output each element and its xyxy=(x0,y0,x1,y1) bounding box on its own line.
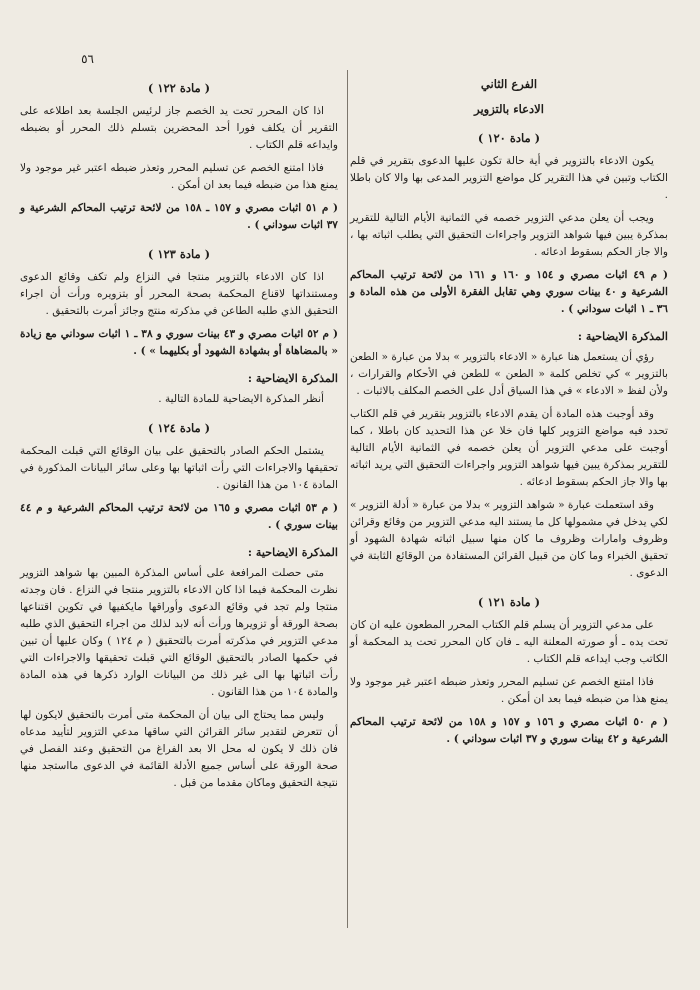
article-123-title: ( مادة ١٢٣ ) xyxy=(147,247,211,261)
note-124-paragraph-1: متى حصلت المرافعة على أساس المذكرة المبين بها شواهد التزوير نظرت المحكمة فيما اذا كان الادعاء بالتزوير منتجا في النزاع . فان وجدته منتجا ولم تجد في وقائع الدعوى وأوراقها مايكفيها في تكوين اقتناعها بصحة الورقة أو تزويرها ورأت أنه لابد لذلك من اجراء التحقيق الذي طلبه مدعي التزوير في مذكرته أمرت بالتحقيق ( م ١٢٤ ) وكان عليها أن تبين في حكمها الصادر بالتحقيق الوقائع التي قبلت تحقيقها والاجراءات التي رأت اثباتها بها الى غير ذلك من البيانات الوارد ذكرها في هذه المادة والمادة ١٠٤ من هذا القانون . xyxy=(20,567,339,698)
article-121-paragraph-2: فاذا امتنع الخصم عن تسليم المحرر وتعذر ضبطه اعتبر غير موجود ولا يمنع هذا من ضبطه فيما بعد ان أمكن . xyxy=(350,676,668,705)
article-122-paragraph-1: اذا كان المحرر تحت يد الخصم جاز لرئيس الجلسة بعد اطلاعه على التقرير أن يكلف فورا أحد المحضرين بتسلم ذلك المحرر أو بضبطه وايداعه قلم الكتاب . xyxy=(20,105,338,151)
explanatory-note-paragraph-3: وقد استعملت عبارة « شواهد التزوير » بدلا من عبارة « أدلة التزوير » لكي يدخل في مشمولها كل ما يستند اليه مدعي التزوير من وقائع وقرائن وظروف وامارات وظروف ما كان منها سبيل اثباته شهادة الشهود أو تحقيق الخبراء وما كان من قبيل القرائن المستفادة من الوقائع الثابتة في الدعوى . xyxy=(350,499,668,579)
right-column xyxy=(350,68,668,754)
section-title: الادعاء بالتزوير xyxy=(474,102,544,116)
article-120-reference: ( م ٤٩ اثبات مصري و ١٥٤ و ١٦٠ و ١٦١ من لائحة ترتيب المحاكم الشرعية و ٤٠ بينات سوري وهي تقابل الفقرة الأولى من هذه المادة و ٣٦ ـ ١ اثبات سوداني ) . xyxy=(350,269,669,315)
article-120-paragraph-1: يكون الادعاء بالتزوير في أية حالة تكون عليها الدعوى بتقرير في قلم الكتاب وتبين في هذا التقرير كل مواضع التزوير المدعى بها والا كان باطلا . xyxy=(350,155,668,201)
article-124-title: ( مادة ١٢٤ ) xyxy=(147,421,211,435)
left-column xyxy=(20,68,338,798)
article-121-reference: ( م ٥٠ اثبات مصري و ١٥٦ و ١٥٧ و ١٥٨ من لائحة ترتيب المحاكم الشرعية و ٤٢ بينات سوري و ٣٧ اثبات سوداني ) . xyxy=(350,716,669,745)
article-124-reference: ( م ٥٣ اثبات مصري و ١٦٥ من لائحة ترتيب المحاكم الشرعية و م ٤٤ بينات سوري ) . xyxy=(20,502,339,531)
note-123-paragraph-1: أنظر المذكرة الايضاحية للمادة التالية . xyxy=(158,393,324,405)
explanatory-note-paragraph-2: وقد أوجبت هذه المادة أن يقدم الادعاء بالتزوير بتقرير في قلم الكتاب تحدد فيه مواضع التزوير كلها فان خلا عن هذا التحديد كان باطلا ، كما أوجبت على مدعي التزوير أن يعلن خصمه في الثمانية الأيام التالية للتقرير بمذكرة يبين فيها شواهد التزوير واجراءات التحقيق التي يريد اثباته بها والا جاز الحكم بسقوط ادعائه . xyxy=(350,408,668,488)
article-121-title: ( مادة ١٢١ ) xyxy=(477,595,541,609)
article-122-reference: ( م ٥١ اثبات مصري و ١٥٧ ـ ١٥٨ من لائحة ترتيب المحاكم الشرعية و ٣٧ اثبات سوداني ) . xyxy=(20,202,338,231)
note-124-paragraph-2: وليس مما يحتاج الى بيان أن المحكمة متى أمرت بالتحقيق لايكون لها أن تتعرض لتقدير سائر القرائن التي ساقها مدعي التزوير لتأييد مدعاه فان ذلك لا يكون له محل الا بعد الفراغ من التحقيق وعند الفصل في صحة الورقة على أساس جميع الأدلة القائمة في الدعوى مااستجد منها نتيجة التحقيق وماكان مقدما من قبل . xyxy=(20,709,338,789)
article-121-paragraph-1: على مدعي التزوير أن يسلم قلم الكتاب المحرر المطعون عليه ان كان تحت يده ـ أو صورته المعلنة اليه ـ فان كان المحرر تحت يد المحكمة أو الكاتب وجب ايداعه قلم الكتاب . xyxy=(350,619,668,665)
column-divider xyxy=(347,70,348,928)
article-122-paragraph-2: فاذا امتنع الخصم عن تسليم المحرر وتعذر ضبطه اعتبر غير موجود ولا يمنع هذا من ضبطه فيما بعد ان أمكن . xyxy=(20,162,338,191)
note-124-title: المذكرة الايضاحية : xyxy=(247,545,338,559)
article-123-reference: ( م ٥٢ اثبات مصري و ٤٣ بينات سوري و ٣٨ ـ ١ اثبات سوداني مع زيادة « بالمضاهاة أو بشهادة الشهود أو بكليهما » ) . xyxy=(20,328,339,357)
explanatory-note-paragraph-1: رؤي أن يستعمل هنا عبارة « الادعاء بالتزوير » بدلا من عبارة « الطعن بالتزوير » كي تخلص كلمة « الطعن » للطعن في الأحكام والقرارات ، ولأن لفظ « الادعاء » في هذا السياق أدل على الخصم المكلف بالاثبات . xyxy=(350,351,668,397)
note-123-title: المذكرة الايضاحية : xyxy=(247,371,338,385)
article-123-paragraph-1: اذا كان الادعاء بالتزوير منتجا في النزاع ولم تكف وقائع الدعوى ومستنداتها لاقناع المحكمة بصحة المحرر أو بتزويره ورأت أن اجراء التحقيق الذي طلبه الطاعن في مذكرته منتج وجائز أمرت بالتحقيق . xyxy=(20,271,338,317)
article-120-title: ( مادة ١٢٠ ) xyxy=(477,131,541,145)
article-120-paragraph-2: ويجب أن يعلن مدعي التزوير خصمه في الثمانية الأيام التالية للتقرير بمذكرة يبين فيها شواهد التزوير واجراءات التحقيق التي يطلب اثباته بها ، والا جاز الحكم بسقوط ادعائه . xyxy=(350,212,668,258)
branch-title: الفرع الثاني xyxy=(480,77,538,91)
article-124-paragraph-1: يشتمل الحكم الصادر بالتحقيق على بيان الوقائع التي قبلت المحكمة تحقيقها والاجراءات التي رأت اثباتها بها وعلى سائر البيانات المذكورة في المادة ١٠٤ من هذا القانون . xyxy=(20,445,338,491)
explanatory-note-title: المذكرة الايضاحية : xyxy=(577,329,668,343)
page-number: ٥٦ xyxy=(81,52,94,66)
article-122-title: ( مادة ١٢٢ ) xyxy=(147,81,211,95)
